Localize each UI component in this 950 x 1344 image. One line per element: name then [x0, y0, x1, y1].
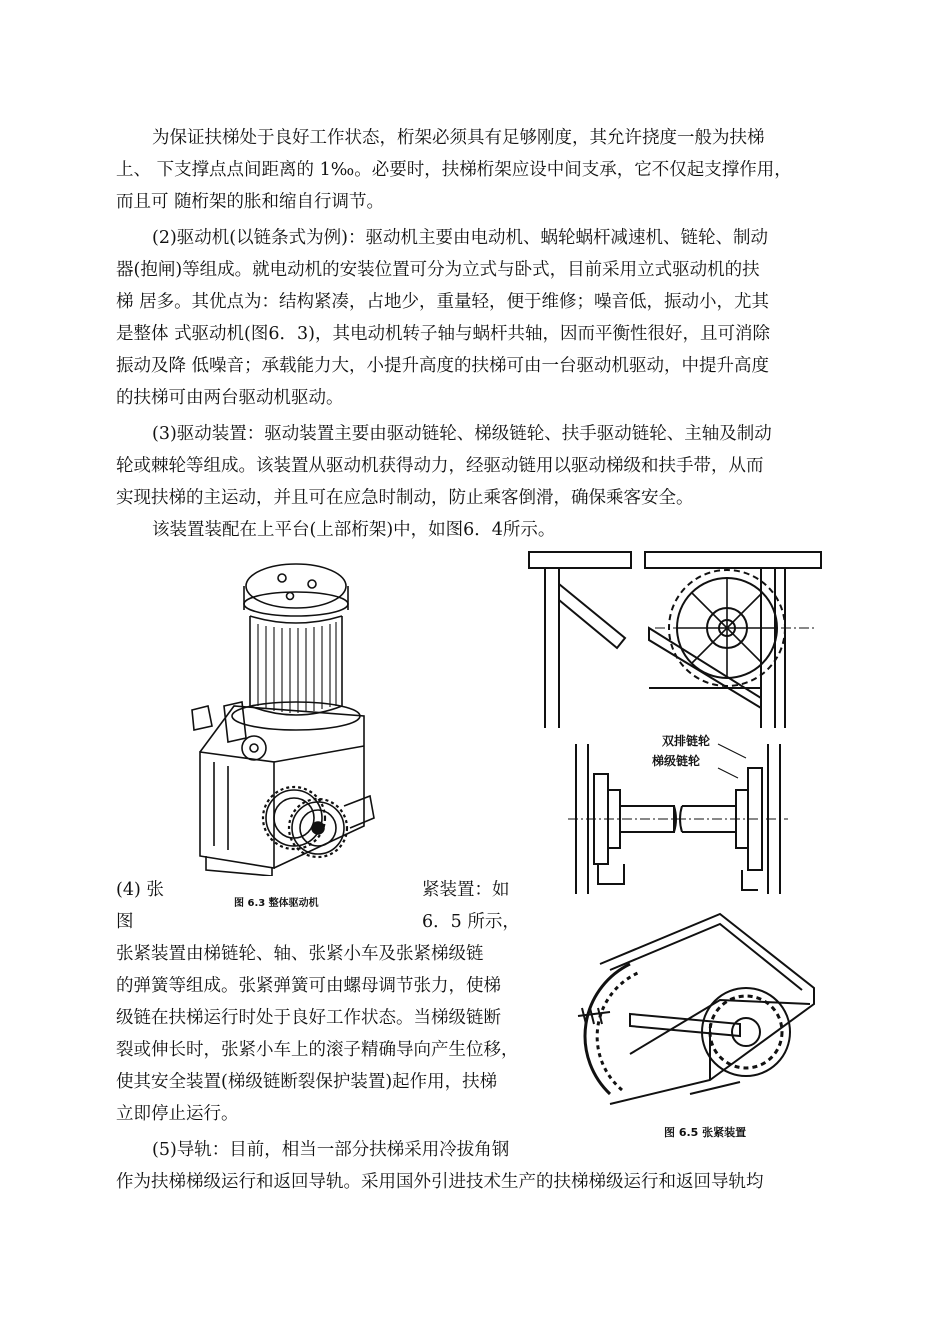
para1-line2: 上、 下支撑点点间距离的 1‰。必要时，扶梯桁架应设中间支承，它不仅起支撑作用，: [116, 160, 792, 180]
figure-6-4-truss-drawing: [525, 548, 825, 734]
para1-line1: 为保证扶梯处于良好工作状态，桁架必须具有足够刚度，其允许挠度一般为扶梯: [152, 128, 765, 148]
para3-line3: 实现扶梯的主运动，并且可在应急时制动，防止乘客倒滑，确保乘客安全。: [116, 488, 694, 508]
para4-line1: 该装置装配在上平台(上部桁架)中，如图6．4所示。: [152, 520, 556, 540]
para1-line3: 而且可 随桁架的胀和缩自行调节。: [116, 192, 385, 212]
para3-line2: 轮或棘轮等组成。该装置从驱动机获得动力，经驱动链用以驱动梯级和扶手带，从而: [116, 456, 764, 476]
para5-line8: 立即停止运行。: [116, 1104, 239, 1124]
figure-6-5-tensioning-device: [570, 904, 820, 1112]
para2-line1: (2)驱动机(以链条式为例)：驱动机主要由电动机、蜗轮蜗杆减速机、链轮、制动: [152, 228, 768, 248]
para5-row1-left: (4) 张: [116, 880, 164, 900]
para5-row2-left: 图: [116, 912, 134, 932]
para2-line4: 是整体 式驱动机(图6．3)，其电动机转子轴与蜗杆共轴，因而平衡性很好，且可消除: [116, 324, 770, 344]
para5-line7: 使其安全装置(梯级链断裂保护装置)起作用，扶梯: [116, 1072, 498, 1092]
para2-line6: 的扶梯可由两台驱动机驱动。: [116, 388, 344, 408]
para2-line2: 器(抱闸)等组成。就电动机的安装位置可分为立式与卧式，目前采用立式驱动机的扶: [116, 260, 760, 280]
para5-row2-right: 6．5 所示，: [422, 912, 520, 932]
figure-6-3-drive-machine: [184, 556, 380, 876]
para2-line3: 梯 居多。其优点为：结构紧凑，占地少，重量轻，便于维修；噪音低，振动小，尤其: [116, 292, 770, 312]
para6-line2: 作为扶梯梯级运行和返回导轨。采用国外引进技术生产的扶梯梯级运行和返回导轨均: [116, 1172, 764, 1192]
para3-line1: (3)驱动装置：驱动装置主要由驱动链轮、梯级链轮、扶手驱动链轮、主轴及制动: [152, 424, 772, 444]
para5-line4: 的弹簧等组成。张紧弹簧可由螺母调节张力，使梯: [116, 976, 501, 996]
figure-6-4-label-double-sprocket: 双排链轮: [662, 734, 711, 748]
figure-6-3-caption: 图 6.3 整体驱动机: [234, 898, 319, 909]
para5-line5: 级链在扶梯运行时处于良好工作状态。当梯级链断: [116, 1008, 501, 1028]
para5-line3: 张紧装置由梯链轮、轴、张紧小车及张紧梯级链: [116, 944, 484, 964]
para5-line6: 裂或伸长时，张紧小车上的滚子精确导向产生位移，: [116, 1040, 519, 1060]
figure-6-5-caption: 图 6.5 张紧装置: [664, 1126, 747, 1139]
para6-line1: (5)导轨：目前，相当一部分扶梯采用冷拔角钢: [152, 1140, 510, 1160]
figure-6-4-label-step-sprocket: 梯级链轮: [652, 754, 701, 768]
para2-line5: 振动及降 低噪音；承载能力大，小提升高度的扶梯可由一台驱动机驱动，中提升高度: [116, 356, 770, 376]
para5-row1-right: 紧装置：如: [422, 880, 510, 900]
